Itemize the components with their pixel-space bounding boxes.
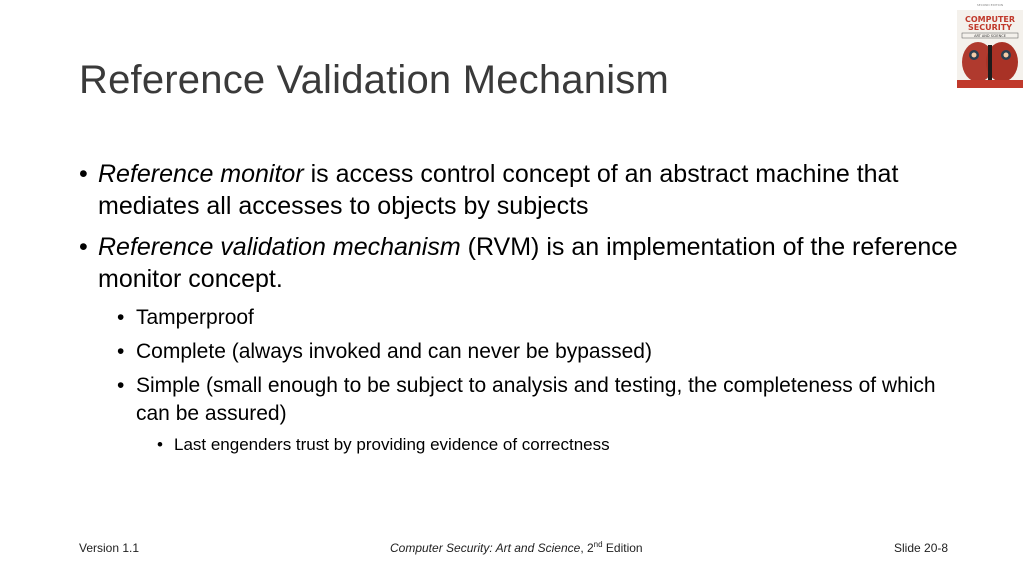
footer-edition-sup: nd bbox=[593, 540, 603, 549]
bullet-dot: • bbox=[157, 435, 163, 454]
footer-book-name: Computer Security: Art and Science bbox=[390, 541, 581, 555]
footer-slide-number: Slide 20-8 bbox=[894, 541, 949, 555]
cover-line2: SECURITY bbox=[968, 23, 1012, 32]
bullet-dot: • bbox=[117, 374, 125, 397]
bullet-dot: • bbox=[117, 306, 125, 329]
bullet-text: is access control concept of an abstract machine that mediates all accesses to objects by subjects bbox=[98, 160, 899, 220]
term-reference-monitor: Reference monitor bbox=[98, 160, 304, 188]
bullet-dot: • bbox=[79, 233, 88, 261]
bullet-reference-monitor bbox=[79, 158, 959, 222]
footer-version: Version 1.1 bbox=[79, 541, 140, 555]
bullet-dot: • bbox=[79, 160, 88, 188]
slide-title: Reference Validation Mechanism bbox=[79, 58, 670, 102]
cover-line1: COMPUTER bbox=[964, 15, 1016, 24]
cover-line3: ART AND SCIENCE bbox=[974, 34, 1006, 38]
sub-bullet-text: Simple (small enough to be subject to analysis and testing, the completeness of which can be assured) bbox=[136, 374, 936, 425]
sub-bullet-text: Tamperproof bbox=[136, 306, 254, 329]
footer-edition-prefix: , 2 bbox=[580, 541, 594, 555]
sub-bullet-complete bbox=[79, 338, 959, 366]
bullet-rvm bbox=[79, 231, 959, 295]
sub-bullet-text: Complete (always invoked and can never be bypassed) bbox=[136, 340, 652, 363]
sub-sub-bullet-trust bbox=[79, 434, 959, 456]
footer-edition-suffix: Edition bbox=[602, 541, 643, 555]
term-rvm: Reference validation mechanism bbox=[98, 233, 461, 261]
book-cover-image bbox=[956, 0, 1024, 88]
slide-body bbox=[79, 158, 959, 456]
cover-edition-text: SECOND EDITION bbox=[976, 3, 1004, 7]
footer-book-title bbox=[390, 541, 643, 555]
bullet-dot: • bbox=[117, 340, 125, 363]
bullet-text: (RVM) is an implementation of the reference monitor concept. bbox=[98, 233, 958, 293]
sub-sub-bullet-text: Last engenders trust by providing evidence of correctness bbox=[174, 435, 610, 454]
sub-bullet-simple bbox=[79, 372, 959, 428]
sub-bullet-tamperproof bbox=[79, 304, 959, 332]
